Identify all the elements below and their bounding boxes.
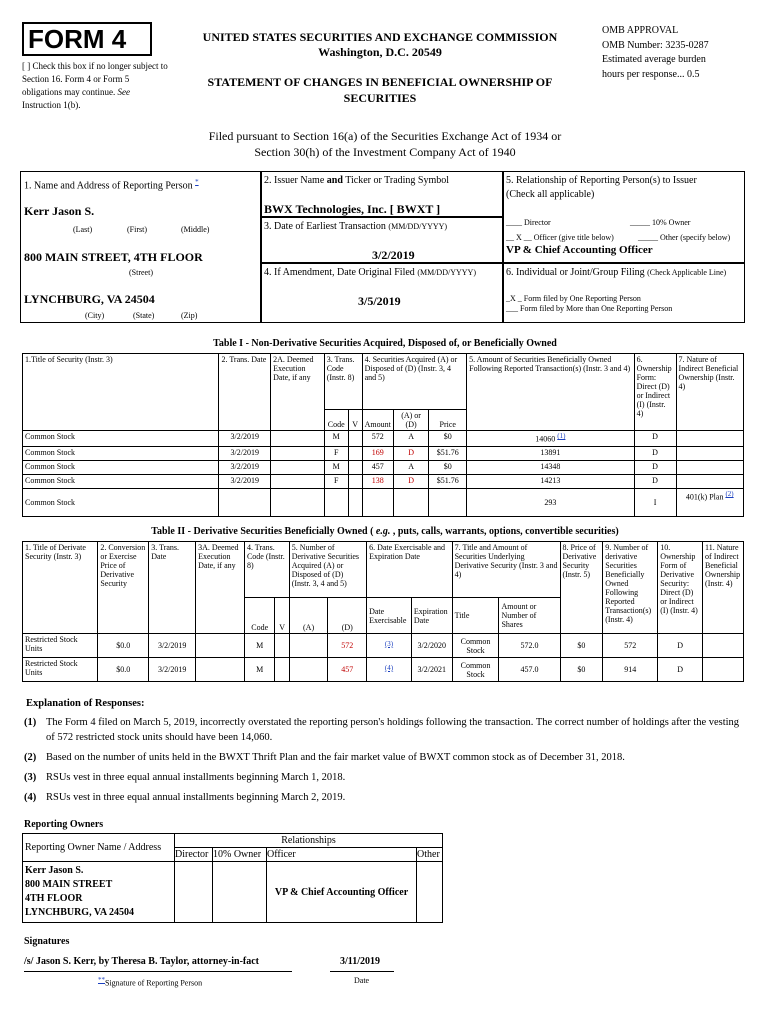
owners-title: Reporting Owners: [24, 819, 104, 830]
signature-label: **Signature of Reporting Person: [98, 976, 203, 988]
box-earliest-date: 3. Date of Earliest Transaction (MM/DD/YYYY) 3/2/2019: [261, 217, 503, 263]
list-item: (4) RSUs vest in three equal annual installments beginning March 2, 2019.: [24, 792, 346, 803]
checkbox-notice: [ ] Check this box if no longer subject to Section 16. Form 4 or Form 5 obligations may continue. See Instruction 1(b).: [22, 61, 168, 110]
statement-line2: SECURITIES: [343, 91, 417, 105]
table-row: Common Stock 3/2/2019 M 572 A $0 14060 $^{(1)}$ D: [23, 431, 744, 447]
table-row: Restricted Stock Units $0.0 3/2/2019 M 457 $^{(4)}$ 3/2/2021 Common Stock 457.0 $0 914 D: [23, 658, 744, 682]
person-street: 800 MAIN STREET, 4TH FLOOR: [24, 250, 203, 264]
box-reporting-person: 1. Name and Address of Reporting Person * Kerr Jason S. (Last) (First) (Middle) 800 MAIN STREET, 4TH FLOOR (Street) LYNCHBURG, VA 24504 (City) (State) (Zip): [20, 171, 261, 323]
sec-city: Washington, D.C. 20549: [318, 45, 442, 59]
omb-approval: OMB APPROVAL OMB Number: 3235-0287 Estimated average burden hours per response... 0.5: [602, 25, 709, 80]
box-relationship: 5. Relationship of Reporting Person(s) to Issuer (Check all applicable) ____ Director _____ 10% Owner __ X __ Officer (give title below) _____ Other (specify below) VP & Chief Accounting Officer: [503, 171, 745, 263]
signature-text: /s/ Jason S. Kerr, by Theresa B. Taylor, attorney-in-fact: [24, 956, 260, 967]
form-title: FORM 4: [22, 22, 152, 56]
table2-title: Table II - Derivative Securities Beneficially Owned ( e.g. , puts, calls, warrants, options, convertible securities): [151, 526, 619, 537]
list-item: (2) Based on the number of units held in the BWXT Thrift Plan and the fair market value of BWXT common stock as of December 31, 2018.: [24, 752, 625, 763]
table-row: Common Stock 293 I 401(k) Plan $^{(2)}$: [23, 489, 744, 517]
table-row: Common Stock 3/2/2019 F 169 D $51.76 13891 D: [23, 447, 744, 461]
officer-title: VP & Chief Accounting Officer: [506, 244, 653, 256]
table1-title: Table I - Non-Derivative Securities Acquired, Disposed of, or Beneficially Owned: [213, 338, 557, 349]
table2: 1. Title of Derivate Security (Instr. 3) 2. Conversion or Exercise Price of Derivative Security 3. Trans. Date 3A. Deemed Execution Date, if any 4. Trans. Code (Instr. 8) 5. Number of Derivative Securities Acquired (A) or Disposed of (D) (Instr. 3, 4 and 5) 6. Date Exercisable and Expiration Date 7. Title and Amount of Securities Underlying Derivative Security (Instr. 3 and 4) 8. Price of Derivative Security (Instr. 5) 9. Number of derivative Securities Beneficially Owned Following Reported Transaction(s) (Instr. 4) 10. Ownership Form of Derivative Security: Direct (D) or Indirect (I) (Instr. 4) 11. Nature of Indirect Beneficial Ownership (Instr. 4) Code V (A) (D) Date Exercisable Expiration Date Title Amount or Number of Shares Restricted Stock Units $0.0 3/2/2019 M 572 $^{(3)}$ 3/2/2020 Common Stock 572.0 $0 572 D Restricted Stock Units $0.0 3/2/2019 M 457 $^{(4)}$ 3/2/2021 Common Stock 457.0 $0 914 D: [22, 541, 744, 682]
table-row: Restricted Stock Units $0.0 3/2/2019 M 572 $^{(3)}$ 3/2/2020 Common Stock 572.0 $0 572 D: [23, 634, 744, 658]
explanation-title: Explanation of Responses:: [26, 698, 145, 709]
box-issuer: 2. Issuer Name and Ticker or Trading Symbol BWX Technologies, Inc. [ BWXT ]: [261, 171, 503, 217]
table1: 1.Title of Security (Instr. 3) 2. Trans. Date 2A. Deemed Execution Date, if any 3. Trans. Code (Instr. 8) 4. Securities Acquired (A) or Disposed of (D) (Instr. 3, 4 and 5) 5. Amount of Securities Beneficially Owned Following Reported Transaction(s) (Instr. 3 and 4) 6. Ownership Form: Direct (D) or Indirect (I) (Instr. 4) 7. Nature of Indirect Beneficial Ownership (Instr. 4) Code V Amount (A) or (D) Price Common Stock 3/2/2019 M 572 A $0 14060 $^{(1)}$ D Common Stock 3/2/2019 F 169 D $51.76 13891 D Common Stock 3/2/2019 M 457 A $0 14348 D Common Stock 3/2/2019 F 138 D $51.76 14213 D Common Stock 293 I 401(k) Plan $^{(2)}$: [22, 353, 744, 517]
explanation-list: [24, 715, 746, 810]
signature-date: 3/11/2019: [340, 956, 381, 967]
owners-table: Reporting Owner Name / Address Relationships Director 10% Owner Officer Other Kerr Jason S. 800 MAIN STREET 4TH FLOOR LYNCHBURG, VA 24504 VP & Chief Accounting Officer: [22, 833, 443, 923]
box-filing: 6. Individual or Joint/Group Filing (Check Applicable Line) _X _ Form filed by One Reporting Person ___ Form filed by More than One Reporting Person: [503, 263, 745, 323]
issuer-name: BWX Technologies, Inc. [ BWXT ]: [264, 202, 441, 216]
table-row: Common Stock 3/2/2019 M 457 A $0 14348 D: [23, 461, 744, 475]
filed-pursuant: Filed pursuant to Section 16(a) of the Securities Exchange Act of 1934 or Section 30(h) of the Investment Company Act of 1940: [208, 129, 562, 159]
person-name: Kerr Jason S.: [24, 204, 95, 218]
person-city: LYNCHBURG, VA 24504: [24, 292, 155, 306]
box-amendment: 4. If Amendment, Date Original Filed (MM/DD/YYYY) 3/5/2019: [261, 263, 503, 323]
statement-line1: STATEMENT OF CHANGES IN BENEFICIAL OWNERSHIP OF: [207, 75, 553, 89]
sec-title: UNITED STATES SECURITIES AND EXCHANGE COMMISSION: [202, 30, 558, 44]
table-row: Common Stock 3/2/2019 F 138 D $51.76 14213 D: [23, 475, 744, 489]
list-item: (3) RSUs vest in three equal annual installments beginning March 1, 2018.: [24, 772, 346, 783]
date-label: Date: [354, 976, 370, 985]
list-item: (1) The Form 4 filed on March 5, 2019, incorrectly overstated the reporting person's holdings following the transaction. The correct number of holdings after the vesting of 572 restricted stock units should have been 14,060.: [24, 717, 740, 743]
signatures-title: Signatures: [24, 936, 70, 947]
